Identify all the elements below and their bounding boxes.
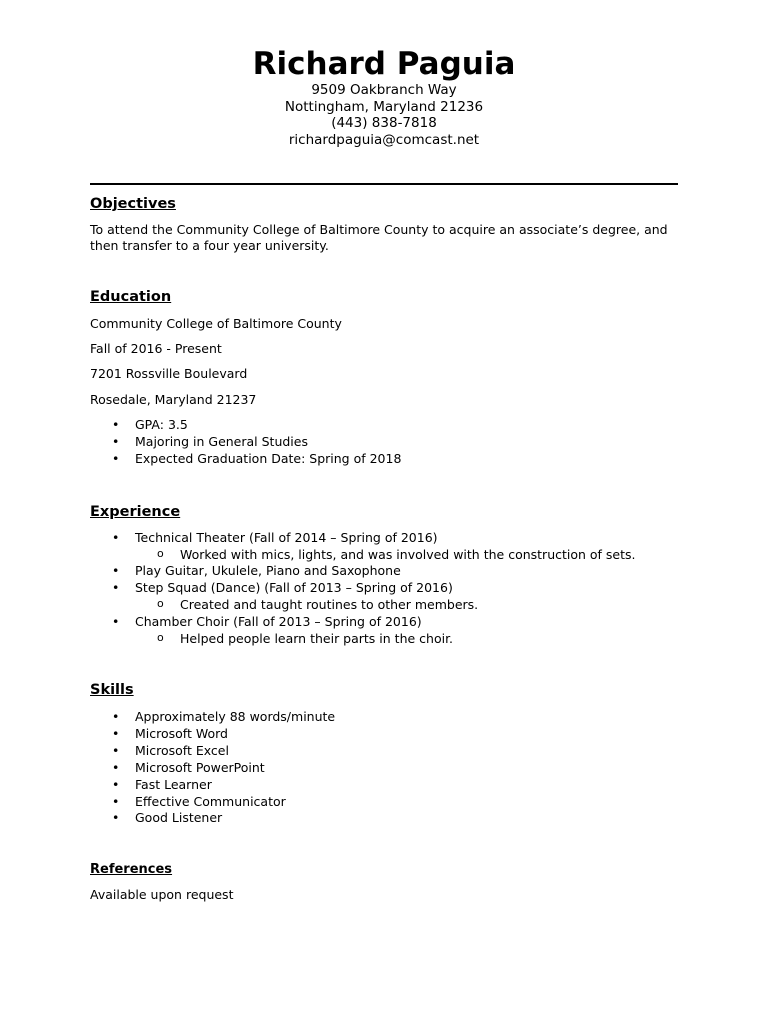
list-item: [90, 563, 636, 580]
list-item: • Microsoft Excel: [90, 743, 335, 760]
experience-sub-list: [135, 597, 636, 614]
experience-item-text: Technical Theater (Fall of 2014 – Spring of 2016): [135, 530, 438, 545]
experience-list: [90, 530, 636, 647]
list-item: • Majoring in General Studies: [90, 434, 401, 451]
objectives-text: To attend the Community College of Baltimore County to acquire an associate’s degree, and then transfer to a four year university.: [90, 222, 668, 253]
skills-list: [90, 709, 335, 827]
phone-number: (443) 838-7818: [331, 115, 437, 132]
education-heading: Education: [90, 289, 172, 305]
references-text: Available upon request: [90, 887, 234, 902]
list-item: • Approximately 88 words/minute: [90, 709, 335, 726]
experience-sub-list: [135, 547, 636, 564]
list-item: • Fast Learner: [90, 777, 335, 794]
skills-heading: Skills: [90, 682, 134, 698]
contact-block: [0, 82, 768, 148]
education-city: Rosedale, Maryland 21237: [90, 392, 257, 407]
education-school: Community College of Baltimore County: [90, 316, 342, 331]
list-item: • Microsoft PowerPoint: [90, 760, 335, 777]
applicant-name: Richard Paguia: [252, 46, 516, 82]
experience-item-text: Play Guitar, Ukulele, Piano and Saxophone: [135, 563, 401, 579]
experience-item-text: Chamber Choir (Fall of 2013 – Spring of 2016): [135, 613, 422, 629]
list-item: [90, 530, 636, 563]
header-divider: [90, 183, 678, 185]
list-item: [90, 580, 636, 613]
list-item: [90, 614, 636, 647]
objectives-heading: Objectives: [90, 196, 176, 212]
sub-list-item: o Worked with mics, lights, and was involved with the construction of sets.: [135, 547, 636, 564]
education-dates: Fall of 2016 - Present: [90, 341, 222, 356]
list-item: • Microsoft Word: [90, 726, 335, 743]
experience-heading: Experience: [90, 504, 181, 520]
list-item: • Expected Graduation Date: Spring of 2018: [90, 451, 401, 468]
references-heading: References: [90, 862, 173, 877]
list-item: • Good Listener: [90, 810, 335, 827]
sub-list-item: o Created and taught routines to other members.: [135, 597, 636, 614]
education-street: 7201 Rossville Boulevard: [90, 366, 248, 381]
email-address: richardpaguia@comcast.net: [288, 131, 480, 148]
experience-item-text: Step Squad (Dance) (Fall of 2013 – Spring of 2016): [135, 580, 453, 596]
experience-sub-list: [135, 631, 636, 648]
education-bullets: [90, 417, 401, 468]
list-item: • GPA: 3.5: [90, 417, 401, 434]
address-line-2: Nottingham, Maryland 21236: [284, 98, 484, 115]
sub-list-item: o Helped people learn their parts in the choir.: [135, 631, 636, 648]
address-line-1: 9509 Oakbranch Way: [311, 82, 457, 98]
list-item: • Effective Communicator: [90, 794, 335, 811]
